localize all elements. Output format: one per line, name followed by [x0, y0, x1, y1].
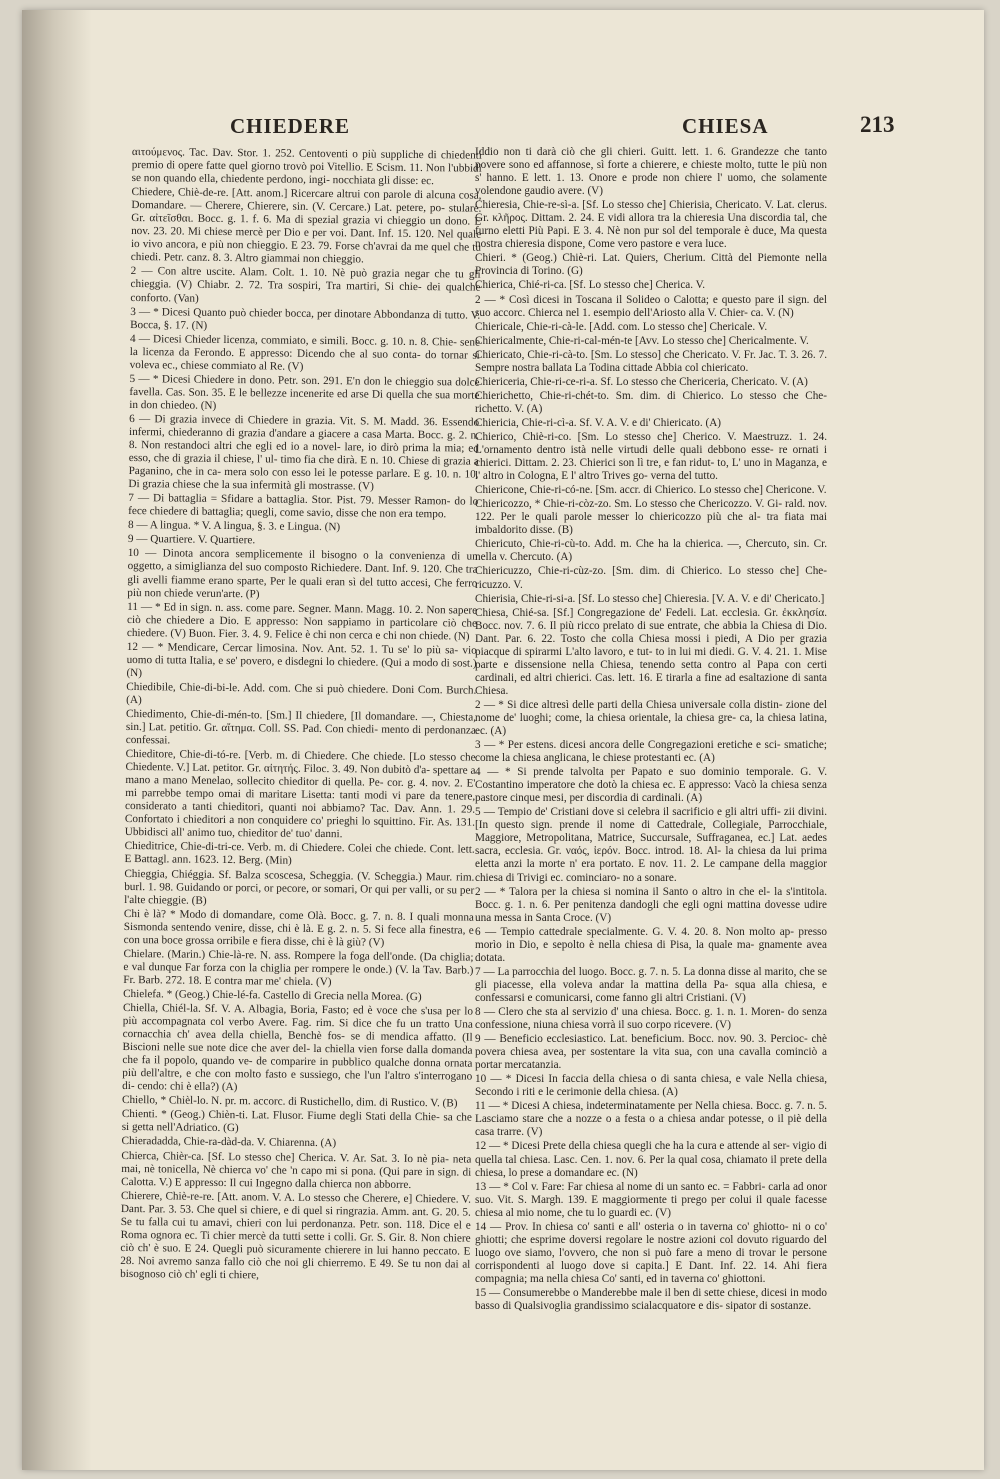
dictionary-entry: 11 — * Dicesi A chiesa, indeterminatamente per Nella chiesa. Bocc. g. 7. n. 5. Lasciamo stare che a nozze o a festa o a chiesa andar potesse, o il piè della casa trarre. (V)	[475, 1100, 827, 1139]
dictionary-entry: 13 — * Col v. Fare: Far chiesa al nome di un santo ec. = Fabbri- carla ad onor suo. Vit. S. Margh. 139. E maggiormente ti prego per colui il quale facesse chiesa al mio nome, che tu lo guardi ec. (V)	[475, 1180, 827, 1219]
page-header	[22, 114, 984, 144]
dictionary-entry: Chieditore, Chie-di-tó-re. [Verb. m. di Chiedere. Che chiede. [Lo stesso che Chiedente. V.] Lat. petitor. Gr. αἰτητής. Filoc. 3. 49. Non dubitò d'a- spettare a mano a mano Menelao, sollecito chieditor di quella. Pe- cor. g. 4. nov. 2. E' mi parrebbe tempo omai di maritare Lisetta: tanti modi vi pare da tenere, considerato a tanti chieditori, quanti noi abbiamo? Tac. Dav. Ann. 1. 29. Confortato i chieditori a non conquidere co' prieghi lo squittino. Fir. As. 131. Ubbidisci all' animo tuo, chieditor de' tuo' danni.	[124, 748, 476, 841]
page-number: 213	[860, 112, 895, 137]
dictionary-entry: 2 — * Così dicesi in Toscana il Solideo o Calotta; e questo pare il sign. del suo accorc. Chierca nel 1. esempio dell'Ariosto alla V. Chier- ca. V. (N)	[475, 293, 827, 319]
dictionary-entry: Chiericeria, Chie-ri-ce-ri-a. Sf. Lo stesso che Chericeria, Chericato. V. (A)	[475, 375, 808, 388]
dictionary-entry: Chiericalmente, Chie-ri-cal-mén-te [Avv. Lo stesso che] Chericalmente. V.	[475, 334, 809, 347]
dictionary-entry: 9 — Beneficio ecclesiastico. Lat. beneficium. Bocc. nov. 90. 3. Percioc- chè povera chiesa avea, per sostentare la vita sua, con una cavalla cominciò a portar mercatanzia.	[475, 1033, 827, 1072]
dictionary-entry: 15 — Consumerebbe o Manderebbe male il ben di sette chiese, dicesi in modo basso di Qualsivoglia grandissimo scialacquatore e dis- sipator di sostanze.	[475, 1286, 827, 1313]
dictionary-entry: 5 — Tempio de' Cristiani dove si celebra il sacrificio e gli altri uffi- zii divini. [In questo sign. prende il nome di Cattedrale, Collegiale, Parrocchiale, Maggiore, Metropolitana, Matrice, Succursale, Suffraganea, ec.] Lat. aedes sacra, ecclesia. Gr. ναός, ἱερόν. Bocc. introd. 18. Al- la chiesa da lui prima eletta anzi la morte n' era portato. E nov. 11. 2. Le campane della maggior chiesa di Trivigi ec. cominciaro- no a sonare.	[475, 806, 827, 884]
dictionary-entry: 11 — * Ed in sign. n. ass. come pare. Segner. Mann. Magg. 10. 2. Non sapere ciò che chiedere a Dio. E appresso: Non sappiamo in particolare ciò che chiedere. (V) Buon. Fier. 3. 4. 9. Felice è chi non cerca e chi non chiede. (N)	[126, 600, 478, 643]
dictionary-entry: 2 — * Talora per la chiesa si nomina il Santo o altro in che el- la s'intitola. Bocc. g. 1. n. 6. Per penitenza dandogli che egli ogni mattina dovesse udire una messa in Santa Croce. (V)	[475, 885, 827, 924]
right-column	[475, 146, 827, 1314]
dictionary-entry: Chiedimento, Chie-di-mén-to. [Sm.] Il chiedere, [Il domandare. —, Chiesta, sin.] Lat. petitio. Gr. αἴτημα. Coll. SS. Pad. Con chiedi- mento di perdonanza confessai.	[125, 707, 477, 747]
dictionary-entry: 12 — * Mendicare, Cercar limosina. Nov. Ant. 52. 1. Tu se' lo più sa- vio uomo di tutta Italia, e se' povero, e disdegni lo chiedere. (Qui a modo di sost.) (N)	[126, 640, 477, 679]
dictionary-entry: Chieresia, Chie-re-sì-a. [Sf. Lo stesso che] Chierisia, Chericato. V. Lat. clerus. Gr. κλῆρος. Dittam. 2. 24. E vidi allora tra la chieresia Una discordia tal, che furno eletti Più Papi. E 3. 4. Nè non pur sol del temporale è duce, Ma questa nostra chieresia dispone, Come vero pastore e vera luce.	[475, 199, 827, 251]
dictionary-entry: Chierca, Chièr-ca. [Sf. Lo stesso che] Cherica. V. Ar. Sat. 3. Io nè pia- neta mai, nè tonicella, Nè chierca vo' che 'n capo mi si pona. (Qui pare in sign. di Calotta. V.) E appresso: Il cui Ingegno dalla chierca non abborre.	[121, 1149, 472, 1191]
dictionary-entry: Chiericone, Chie-ri-có-ne. [Sm. accr. di Chierico. Lo stesso che] Chericone. V.	[475, 484, 827, 497]
dictionary-entry: αιτούμενος. Tac. Dav. Stor. 1. 252. Centoventi o più suppliche di chiedenti premio di opere fatte quel giorno trovò poi Vitellio. E Scism. 11. Non l'ubbidì se non quando ella, chiedente perdono, ingi- nocchiata gli disse: ec.	[131, 146, 482, 188]
dictionary-entry: Chierisia, Chie-ri-si-a. [Sf. Lo stesso che] Chieresia. [V. A. V. e di' Chericato.]	[475, 592, 825, 605]
dictionary-entry: Chi è là? * Modo di domandare, come Olà. Bocc. g. 7. n. 8. I quali monna Sismonda sentendo venire, disse, chi è là. E g. 2. n. 5. Si fece alla finestra, e con una boce grossa orribile e fiera disse, chi è là giù? (V)	[123, 907, 475, 949]
left-column	[120, 146, 482, 1286]
dictionary-page	[22, 10, 984, 1470]
dictionary-entry: Chiella, Chiél-la. Sf. V. A. Albagia, Boria, Fasto; ed è voce che s'usa per lo più accompagnata col verbo Avere. Fag. rim. Si dice che fu un tratto Una cornacchia ch' avea della chiella, Benchè fos- se di mendica affatto. (Il Biscioni nelle sue note dice che aver del- la chiella vien forse dalla domanda che fa il popolo, quando ve- de comparire in pubblico qualche donna ornata più dell'altre, e che con molto fasto e sussiego, che l'un l'altro s'interrogano di- cendo: chi è ella?) (A)	[122, 1001, 474, 1094]
dictionary-entry: 5 — * Dicesi Chiedere in dono. Petr. son. 291. E'n don le chieggio sua dolce favella. Cas. Son. 35. E le bellezze incenerite ed arse Di quella che sua morte in don chiedeo. (N)	[129, 372, 480, 412]
dictionary-entry: 10 — Dinota ancora semplicemente il bisogno o la convenienza di un oggetto, a simiglianza del suo composto Richiedere. Dant. Inf. 9. 120. Che tra gli avelli fiamme erano sparte, Per le quali eran sì del tutto accesi, Che ferro più non chiede verun'arte. (P)	[127, 547, 478, 600]
dictionary-entry: 4 — * Si prende talvolta per Papato e suo dominio temporale. G. V. Costantino imperatore che dotò la chiesa ec. E appresso: Vacò la chiesa senza pastore cinque mesi, per discordia di cardinali. (A)	[475, 766, 827, 805]
dictionary-entry: Chienti. * (Geog.) Chièn-ti. Lat. Flusor. Fiume degli Stati della Chie- sa che si getta nell'Adriatico. (G)	[121, 1108, 472, 1135]
dictionary-entry: 8 — A lingua. * V. A lingua, §. 3. e Lingua. (N)	[127, 519, 341, 534]
dictionary-entry: Chieggia, Chiéggia. Sf. Balza scoscesa, Scheggia. (V. Scheggia.) Maur. rim. burl. 1. 98. Guidando or porci, or pecore, or somari, Or qui per valli, or su per l'alte chieggie. (B)	[124, 867, 475, 907]
dictionary-entry: Chiello, * Chièl-lo. N. pr. m. accorc. di Rustichello, dim. di Rustico. V. (B)	[121, 1094, 458, 1110]
dictionary-entry: Chielefa. * (Geog.) Chie-lé-fa. Castello di Grecia nella Morea. (G)	[123, 987, 422, 1004]
dictionary-entry: 14 — Prov. In chiesa co' santi e all' osteria o in taverna co' ghiotto- ni o co' ghiotti; che esprime doversi regolare le nostre azioni col dovuto riguardo del luogo ove siamo, l'ovvero, che non si può fare a meno di trovar le persone corrispondenti al luogo dove si capita.] E Dant. Inf. 22. 14. Ahi fiera compagnia; ma nella chiesa Co' santi, ed in taverna co' ghiottoni.	[475, 1220, 827, 1285]
dictionary-entry: 4 — Dicesi Chieder licenza, commiato, e simili. Bocc. g. 10. n. 8. Chie- sene la licenza da Ferondo. E appresso: Dicendo che al suo conta- do tornar si voleva ec., chiese commiato al Re. (V)	[129, 332, 481, 373]
dictionary-entry: Chiedere, Chiè-de-re. [Att. anom.] Ricercare altrui con parole di alcuna cosa, Domandare. — Cherere, Chierere, sin. (V. Cercare.) Lat. petere, po- stulare. Gr. αἰτεῖσθαι. Bocc. g. 1. f. 6. Ma di spezial grazia vi chieggio un dono. E nov. 23. 20. Mi chiese mercè per Dio e per voi. Dant. Inf. 15. 120. Nel quale io vivo ancora, e più non chieggio. E 23. 79. Forse ch'avrai da me quel che tu chiedi. Petr. canz. 8. 3. Altro giammai non chieggio.	[130, 186, 482, 266]
dictionary-entry: Chierere, Chiè-re-re. [Att. anom. V. A. Lo stesso che Cherere, e] Chiedere. V. Dant. Par. 3. 53. Che quel si chiere, e di quel si ringrazia. Amm. ant. G. 20. 5. Se tu falla cui tu amavi, chieri con lui perdonanza. Petr. son. 118. Dice el e Roma ognora ec. Ti chier mercè da tutti sette i colli. Gr. S. Gir. 8. Non chiere ciò ch' è suo. E 24. Quegli può sicuramente chierere in lui hanno peccato. E 28. Noi avremo sanza fallo ciò che noi gli chierremo. E 49. Se tu non dai al bisognoso ciò ch' egli ti chiere,	[120, 1189, 472, 1282]
dictionary-entry: 6 — Tempio cattedrale specialmente. G. V. 4. 20. 8. Non molto ap- presso morìo in Dio, e sepolto è nella chiesa di Pisa, la quale ma- gnamente avea dotata.	[475, 925, 827, 964]
dictionary-entry: Chieditrice, Chie-di-tri-ce. Verb. m. di Chiedere. Colei che chiede. Cont. lett. E Battagl. ann. 1623. 12. Berg. (Min)	[124, 840, 475, 868]
dictionary-entry: 2 — * Si dice altresì delle parti della Chiesa universale colla distin- zione del nome de' luoghi; come, la chiesa orientale, la chiesa gre- ca, la chiesa latina, ec. (A)	[475, 698, 827, 738]
dictionary-entry: 9 — Quartiere. V. Quartiere.	[127, 533, 256, 547]
dictionary-entry: 7 — La parrocchia del luogo. Bocc. g. 7. n. 5. La donna disse al marito, che se gli piacesse, ella voleva andar la mattina della Pa- squa alla chiesa, e confessarsi e comunicarsi, come fanno gli altri Cristiani. (V)	[475, 965, 827, 1004]
header-left-word: CHIEDERE	[230, 114, 351, 138]
dictionary-entry: Chierico, Chiè-ri-co. [Sm. Lo stesso che] Cherico. V. Maestruzz. 1. 24. L'ornamento dentro istà nelle virtudi delle quali debbono esse- re ornati i chierici. Dittam. 2. 23. Chierici son lì tre, e fan ridut- to, L' uno in Maganza, e l' altro in Cologna, E l' altro Trives go- verna del tutto.	[475, 430, 827, 483]
dictionary-entry: Chielare. (Marin.) Chie-là-re. N. ass. Rompere la foga dell'onde. (Da chiglia; e val dunque Far forza con la chiglia per rompere le onde.) (V. la Tav. Barb.) Fr. Barb. 272. 18. E contra mar me' chiela. (V)	[123, 947, 474, 989]
dictionary-entry: 3 — * Per estens. dicesi ancora delle Congregazioni eretiche e sci- smatiche; come la chiesa anglicana, le chiese protestanti ec. (A)	[475, 739, 827, 765]
header-right-word: CHIESA	[682, 114, 769, 138]
dictionary-entry: 8 — Clero che sta al servizio d' una chiesa. Bocc. g. 1. n. 1. Moren- do senza confessione, niuna chiesa vorrà il suo corpo ricevere. (V)	[475, 1006, 827, 1032]
dictionary-entry: Chieradadda, Chie-ra-dàd-da. V. Chiarenna. (A)	[121, 1135, 337, 1150]
dictionary-entry: Chierica, Chié-ri-ca. [Sf. Lo stesso che] Cherica. V.	[475, 279, 706, 292]
dictionary-entry: Chierichetto, Chie-ri-chét-to. Sm. dim. di Chierico. Lo stesso che Che- richetto. V. (A)	[475, 389, 827, 415]
dictionary-entry: 2 — Con altre uscite. Alam. Colt. 1. 10. Nè può grazia negar che tu gli chieggia. (V) Chiabr. 2. 72. Tra sospiri, Tra martiri, Si chie- dei qualche conforto. (Van)	[130, 265, 481, 305]
dictionary-entry: Chiesa, Chié-sa. [Sf.] Congregazione de' Fedeli. Lat. ecclesia. Gr. ἐκκλησία. Bocc. nov. 7. 6. Il più ricco prelato di sue entrate, che abbia la Chiesa di Dio. Dant. Par. 6. 22. Tosto che colla Chiesa mossi i piedi, A Dio per grazia piacque di spirarmi L'alto lavoro, e tut- to in lui mi diedi. G. V. 4. 21. 1. Mise parte e dissensione nella Chiesa, tenendo setta contro al Papa con certi cardinali, ed altri chierici. Cas. lett. 16. E tirarla a fine ad esaltazione di santa Chiesa.	[475, 606, 827, 697]
dictionary-entry: 10 — * Dicesi In faccia della chiesa o di santa chiesa, e vale Nella chiesa, Secondo i riti e le cerimonie della chiesa. (A)	[475, 1073, 827, 1099]
dictionary-entry: Iddio non ti darà ciò che gli chieri. Guitt. lett. 1. 6. Grandezze che tanto povere sono ed affannose, sì forte a chierere, e chieste molto, tutte le più non s' hanno. E lett. 1. 13. Onore e prode non chiere l' uomo, che solamente volendone gaudio avere. (V)	[475, 146, 827, 198]
dictionary-entry: Chieri. * (Geog.) Chiè-ri. Lat. Quiers, Cherium. Città del Piemonte nella Provincia di Torino. (G)	[475, 252, 827, 278]
dictionary-entry: 7 — Di battaglia = Sfidare a battaglia. Stor. Pist. 79. Messer Ramon- do lo fece chiedere di battaglia; quegli, come savio, disse che non era tempo.	[128, 492, 479, 521]
dictionary-entry: Chiericozzo, * Chie-ri-còz-zo. Sm. Lo stesso che Chericozzo. V. Gi- rald. nov. 122. Per le quali parole messer lo chiericozzo più che al- tra fiata mai imbaldorito disse. (B)	[475, 498, 827, 537]
dictionary-entry: Chiericuzzo, Chie-ri-cùz-zo. [Sm. dim. di Chierico. Lo stesso che] Che- ricuzzo. V.	[475, 565, 827, 591]
dictionary-entry: Chiericale, Chie-ri-cà-le. [Add. com. Lo stesso che] Chericale. V.	[475, 320, 768, 333]
dictionary-entry: Chiedibile, Chie-di-bi-le. Add. com. Che si può chiedere. Doni Com. Burch. (A)	[126, 680, 477, 707]
dictionary-entry: 3 — * Dicesi Quanto può chieder bocca, per dinotare Abbondanza di tutto. V. Bocca, §. 17. (N)	[130, 305, 481, 332]
book-gutter	[22, 10, 92, 1470]
dictionary-entry: 6 — Di grazia invece di Chiedere in grazia. Vit. S. M. Madd. 36. Essendo infermi, chiederanno di grazia d'andare a giacere a casa Marta. Bocc. g. 2. n. 8. Non restandoci altri che egli ed io a novel- lare, io dirò prima la mia; ed esso, che di grazia il chiese, l' ul- timo fia che dirà. E n. 10. Chiese di grazia a Paganino, che in ca- mera solo con esso lei le potesse parlare. E g. 10. n. 10. Di grazia chiese che la sua infermità gli mostrasse. (V)	[128, 412, 480, 493]
dictionary-entry: Chiericia, Chie-ri-cì-a. Sf. V. A. V. e di' Chiericato. (A)	[475, 416, 722, 429]
dictionary-entry: Chiericuto, Chie-ri-cù-to. Add. m. Che ha la chierica. —, Chercuto, sin. Cr. nella v. Chercuto. (A)	[475, 538, 827, 564]
dictionary-entry: 12 — * Dicesi Prete della chiesa quegli che ha la cura e attende al ser- vigio di quella tal chiesa. Lasc. Cen. 1. nov. 6. Per la qual cosa, chiamato il prete della chiesa, lo prese a domandare ec. (N)	[475, 1140, 827, 1179]
dictionary-entry: Chiericato, Chie-ri-cà-to. [Sm. Lo stesso] che Chericato. V. Fr. Jac. T. 3. 26. 7. Sempre nostra ballata La Todina cittade Abbia col chiericato.	[475, 348, 827, 374]
